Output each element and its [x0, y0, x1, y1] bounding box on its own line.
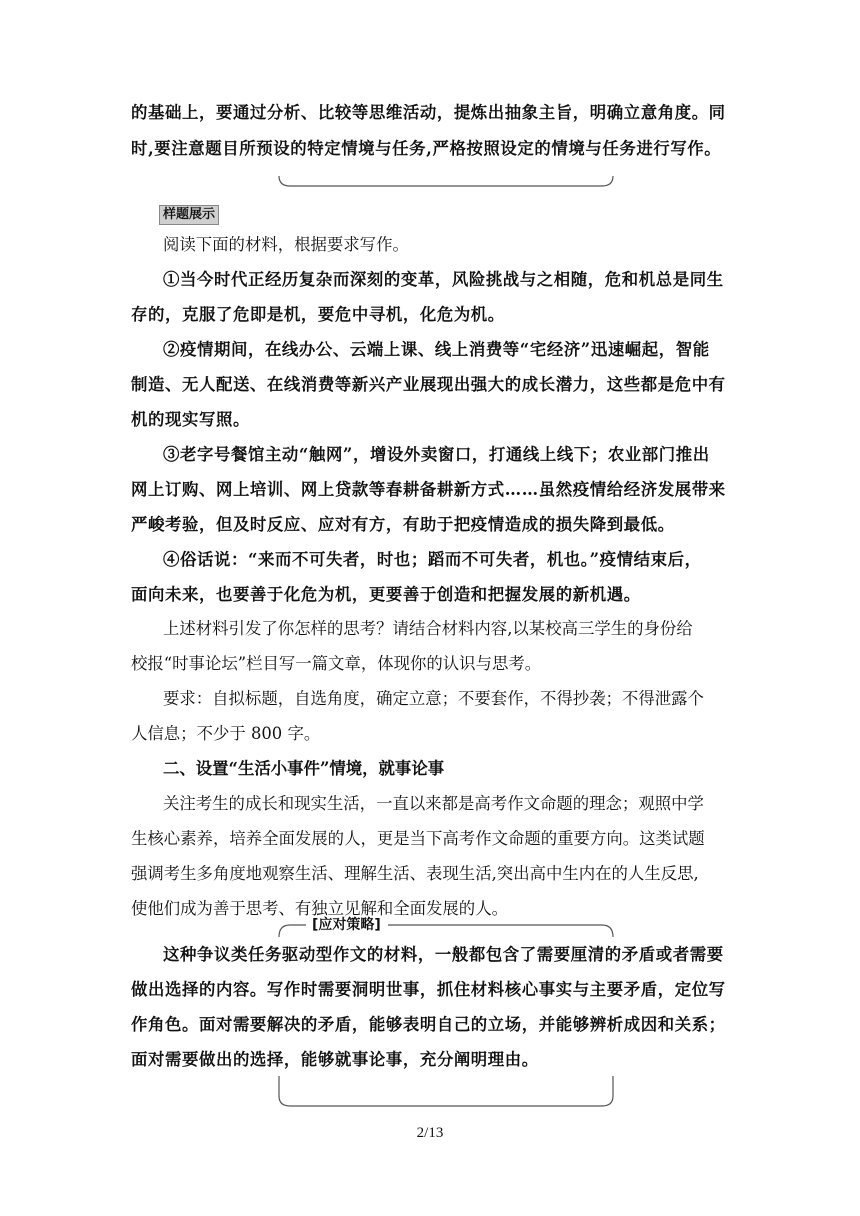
sample-item2-line-2: 制造、无人配送、在线消费等新兴产业展现出强大的成长潜力，这些都是危中有: [131, 375, 726, 394]
top-paragraph-line-2: 时,要注意题目所预设的特定情境与任务,严格按照设定的情境与任务进行写作。: [131, 139, 722, 158]
sample-item4-line-1: ④俗话说：“来而不可失者，时也；蹈而不可失者，机也。”疫情结束后，: [163, 550, 702, 569]
strategy-para-line-2: 做出选择的内容。写作时需要洞明世事，抓住材料核心事实与主要矛盾，定位写: [131, 980, 726, 999]
sample-task-line-1: 上述材料引发了你怎样的思考？请结合材料内容,以某校高三学生的身份给: [163, 619, 693, 638]
sample-item3-line-2: 网上订购、网上培训、网上贷款等春耕备耕新方式……虽然疫情给经济发展带来: [131, 480, 726, 499]
sample-task-line-2: 校报“时事论坛”栏目写一篇文章，体现你的认识与思考。: [131, 654, 542, 673]
section-para-line-4: 使他们成为善于思考、有独立见解和全面发展的人。: [131, 899, 508, 918]
top-paragraph-line-1: 的基础上，要通过分析、比较等思维活动，提炼出抽象主旨，明确立意角度。同: [131, 103, 726, 122]
closing-brace-divider-2: [276, 1074, 616, 1110]
sample-item1-line-1: ①当今时代正经历复杂而深刻的变革，风险挑战与之相随，危和机总是同生: [163, 270, 724, 289]
page-number: 2/13: [416, 1125, 444, 1141]
sample-item2-line-3: 机的现实写照。: [131, 410, 250, 429]
closing-brace-divider: [276, 174, 616, 190]
section-para-line-1: 关注考生的成长和现实生活，一直以来都是高考作文命题的理念；观照中学: [163, 794, 704, 813]
sample-req-line-1: 要求：自拟标题，自选角度，确定立意；不要套作，不得抄袭；不得泄露个: [163, 689, 704, 708]
sample-req-line-2: 人信息；不少于 800 字。: [131, 724, 321, 743]
strategy-para-line-1: 这种争议类任务驱动型作文的材料，一般都包含了需要厘清的矛盾或者需要: [163, 945, 724, 964]
sample-item1-line-2: 存的，克服了危即是机，要危中寻机，化危为机。: [131, 305, 505, 324]
sample-item2-line-1: ②疫情期间，在线办公、云端上课、线上消费等“宅经济”迅速崛起，智能: [163, 340, 710, 359]
sample-intro: 阅读下面的材料，根据要求写作。: [163, 235, 409, 254]
strategy-para-line-4: 面对需要做出的选择，能够就事论事，充分阐明理由。: [131, 1050, 539, 1069]
sample-tag-label: 样题展示: [159, 205, 219, 225]
sample-item4-line-2: 面向未来，也要善于化危为机，更要善于创造和把握发展的新机遇。: [131, 585, 641, 604]
sample-item3-line-1: ③老字号餐馆主动“触网”，增设外卖窗口，打通线上线下；农业部门推出: [163, 445, 710, 464]
sample-item3-line-3: 严峻考验，但及时反应、应对有方，有助于把疫情造成的损失降到最低。: [131, 515, 675, 534]
section-heading: 二、设置“生活小事件”情境，就事论事: [163, 759, 445, 778]
section-para-line-3: 强调考生多角度地观察生活、理解生活、表现生活,突出高中生内在的人生反思,: [131, 864, 699, 883]
strategy-para-line-3: 作角色。面对需要解决的矛盾，能够表明自己的立场，并能够辨析成因和关系；: [131, 1015, 726, 1034]
section-para-line-2: 生核心素养，培养全面发展的人，更是当下高考作文命题的重要方向。这类试题: [131, 829, 705, 848]
strategy-label: [应对策略]: [312, 917, 381, 933]
